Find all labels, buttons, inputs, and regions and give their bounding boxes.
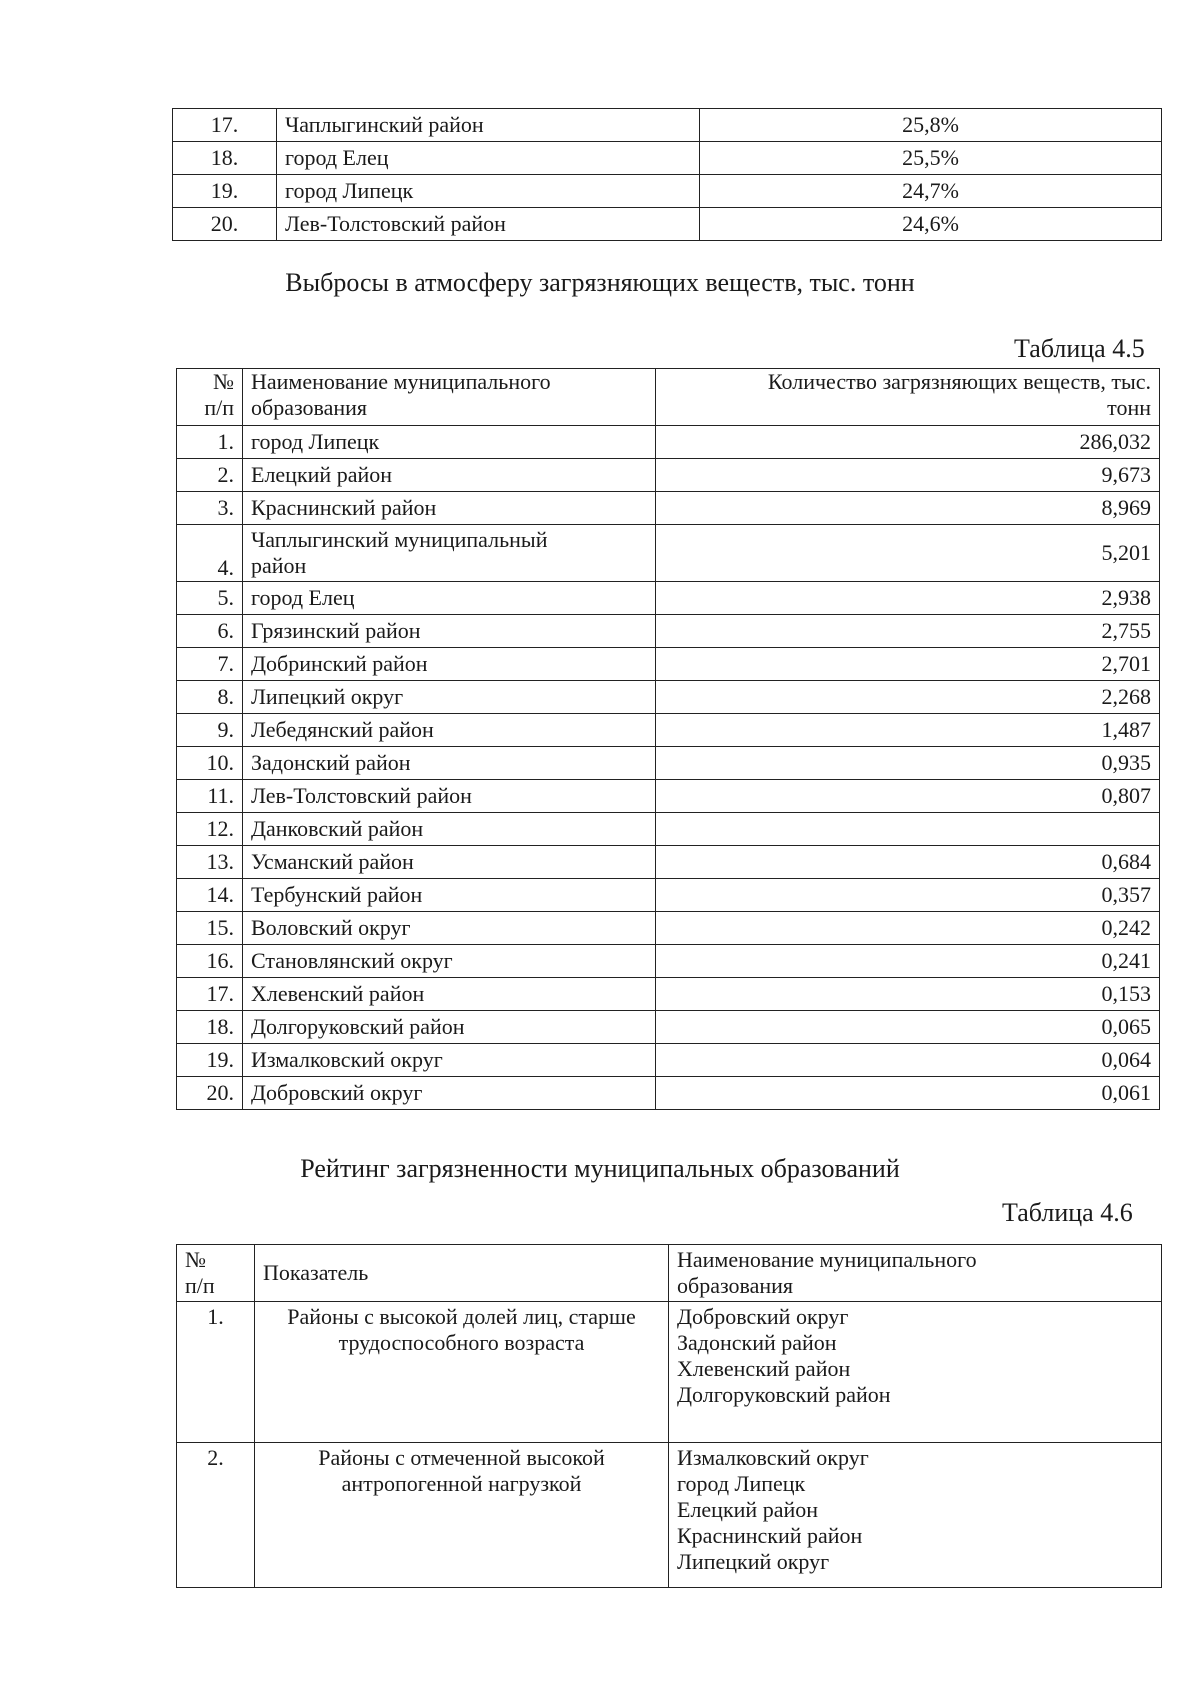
- emission-value: 2,755: [656, 615, 1160, 648]
- list-item: Добровский округ: [677, 1304, 849, 1329]
- municipality-name: Тербунский район: [243, 879, 656, 912]
- row-number: 3.: [177, 492, 243, 525]
- percent-value: 24,7%: [700, 175, 1162, 208]
- row-number: 10.: [177, 747, 243, 780]
- row-number: 13.: [177, 846, 243, 879]
- header-name-line1: Наименование муниципального: [251, 369, 551, 394]
- section-caption-emissions: Выбросы в атмосферу загрязняющих веществ, тыс. тонн: [285, 268, 915, 297]
- municipality-name: Задонский район: [243, 747, 656, 780]
- municipality-name: город Липецк: [243, 426, 656, 459]
- municipality-name: Краснинский район: [243, 492, 656, 525]
- table-row: [177, 813, 1160, 846]
- header-number: [177, 369, 243, 426]
- table-row: [177, 1044, 1160, 1077]
- row-number: 18.: [173, 142, 277, 175]
- section-caption-rating: Рейтинг загрязненности муниципальных образований: [300, 1154, 900, 1183]
- list-item: город Липецк: [677, 1471, 806, 1496]
- table-row: [177, 582, 1160, 615]
- row-number: 15.: [177, 912, 243, 945]
- table-continuation: [172, 108, 1162, 241]
- table-row: [177, 978, 1160, 1011]
- table-row: [177, 681, 1160, 714]
- table-row: [177, 1302, 1162, 1443]
- row-number: 17.: [173, 109, 277, 142]
- header-number-line2: п/п: [185, 1273, 215, 1298]
- table-row: [177, 714, 1160, 747]
- row-number: 19.: [173, 175, 277, 208]
- table-row: [173, 175, 1162, 208]
- percent-value: 24,6%: [700, 208, 1162, 241]
- indicator: [255, 1302, 669, 1443]
- table-row: [177, 846, 1160, 879]
- emission-value: 2,268: [656, 681, 1160, 714]
- municipality-name: Лев-Толстовский район: [277, 208, 700, 241]
- header-number: [177, 1245, 255, 1302]
- table-header: [177, 369, 1160, 426]
- percent-value: 25,8%: [700, 109, 1162, 142]
- indicator-line1: Районы с отмеченной высокой: [318, 1445, 605, 1470]
- indicator: [255, 1443, 669, 1588]
- emission-value: 8,969: [656, 492, 1160, 525]
- emission-value: 0,065: [656, 1011, 1160, 1044]
- municipality-name: Лебедянский район: [243, 714, 656, 747]
- emission-value: 0,357: [656, 879, 1160, 912]
- row-number: 6.: [177, 615, 243, 648]
- list-item: Краснинский район: [677, 1523, 863, 1548]
- table-row: [177, 615, 1160, 648]
- municipality-name: Лев-Толстовский район: [243, 780, 656, 813]
- row-number: 11.: [177, 780, 243, 813]
- header-value-line2: тонн: [1107, 395, 1151, 420]
- table-row: [177, 525, 1160, 582]
- municipality-list: [669, 1302, 1162, 1443]
- municipality-list: [669, 1443, 1162, 1588]
- emission-value: 0,153: [656, 978, 1160, 1011]
- table-row: [173, 208, 1162, 241]
- row-number: 9.: [177, 714, 243, 747]
- emission-value: 0,935: [656, 747, 1160, 780]
- indicator-line2: антропогенной нагрузкой: [341, 1471, 582, 1496]
- header-value-line1: Количество загрязняющих веществ, тыс.: [767, 369, 1151, 394]
- table-row: [177, 879, 1160, 912]
- municipality-name: [243, 525, 656, 582]
- table-emissions: [176, 368, 1160, 1110]
- municipality-name: Долгоруковский район: [243, 1011, 656, 1044]
- emission-value: 0,684: [656, 846, 1160, 879]
- header-name-line2: образования: [251, 395, 368, 420]
- header-number-line2: п/п: [204, 395, 234, 420]
- emission-value: 9,673: [656, 459, 1160, 492]
- row-number: 14.: [177, 879, 243, 912]
- municipality-name: город Елец: [243, 582, 656, 615]
- row-number: 18.: [177, 1011, 243, 1044]
- table-row: [173, 142, 1162, 175]
- table-row: [177, 912, 1160, 945]
- emission-value: 0,807: [656, 780, 1160, 813]
- municipality-name: город Елец: [277, 142, 700, 175]
- table-row: [177, 492, 1160, 525]
- table-row: [177, 945, 1160, 978]
- row-number: 1.: [177, 426, 243, 459]
- header-name-line1: Наименование муниципального: [677, 1247, 977, 1272]
- row-number: 16.: [177, 945, 243, 978]
- emission-value: 286,032: [656, 426, 1160, 459]
- table-row: [177, 1443, 1162, 1588]
- list-item: Измалковский округ: [677, 1445, 869, 1470]
- list-item: Хлевенский район: [677, 1356, 851, 1381]
- municipality-name: Чаплыгинский район: [277, 109, 700, 142]
- list-item: Задонский район: [677, 1330, 837, 1355]
- header-name: [669, 1245, 1162, 1302]
- municipality-name: Измалковский округ: [243, 1044, 656, 1077]
- table-row: [173, 109, 1162, 142]
- table-row: [177, 426, 1160, 459]
- row-number: 5.: [177, 582, 243, 615]
- header-name: [243, 369, 656, 426]
- row-number: 1.: [177, 1302, 255, 1443]
- indicator-line2: трудоспособного возраста: [338, 1330, 585, 1355]
- municipality-name: Становлянский округ: [243, 945, 656, 978]
- municipality-name-line1: Чаплыгинский муниципальный: [251, 527, 548, 552]
- row-number: 4.: [177, 525, 243, 582]
- emission-value: 2,701: [656, 648, 1160, 681]
- emission-value: 0,242: [656, 912, 1160, 945]
- municipality-name: город Липецк: [277, 175, 700, 208]
- list-item: Елецкий район: [677, 1497, 819, 1522]
- header-value: [656, 369, 1160, 426]
- list-item: Долгоруковский район: [677, 1382, 891, 1407]
- list-item: Липецкий округ: [677, 1549, 830, 1574]
- table-rating: [176, 1244, 1162, 1588]
- row-number: 12.: [177, 813, 243, 846]
- table-label-4-6: Таблица 4.6: [1002, 1198, 1133, 1227]
- municipality-name: Данковский район: [243, 813, 656, 846]
- percent-value: 25,5%: [700, 142, 1162, 175]
- municipality-name-line2: район: [251, 553, 307, 578]
- row-number: 17.: [177, 978, 243, 1011]
- emission-value: 0,064: [656, 1044, 1160, 1077]
- table-row: [177, 648, 1160, 681]
- table-row: [177, 1077, 1160, 1110]
- header-name-line2: образования: [677, 1273, 794, 1298]
- municipality-name: Добровский округ: [243, 1077, 656, 1110]
- municipality-name: Липецкий округ: [243, 681, 656, 714]
- municipality-name: Елецкий район: [243, 459, 656, 492]
- table-row: [177, 780, 1160, 813]
- emission-value: 1,487: [656, 714, 1160, 747]
- row-number: 2.: [177, 459, 243, 492]
- municipality-name: Усманский район: [243, 846, 656, 879]
- emission-value: 0,061: [656, 1077, 1160, 1110]
- table-row: [177, 1011, 1160, 1044]
- row-number: 20.: [177, 1077, 243, 1110]
- row-number: 2.: [177, 1443, 255, 1588]
- row-number: 20.: [173, 208, 277, 241]
- table-row: [177, 459, 1160, 492]
- municipality-name: Добринский район: [243, 648, 656, 681]
- municipality-name: Грязинский район: [243, 615, 656, 648]
- municipality-name: Воловский округ: [243, 912, 656, 945]
- header-number-line1: №: [185, 1247, 206, 1272]
- row-number: 7.: [177, 648, 243, 681]
- table-label-4-5: Таблица 4.5: [1014, 334, 1145, 363]
- table-row: [177, 747, 1160, 780]
- row-number: 19.: [177, 1044, 243, 1077]
- municipality-name: Хлевенский район: [243, 978, 656, 1011]
- emission-value: [656, 813, 1160, 846]
- header-number-line1: №: [213, 369, 234, 394]
- indicator-line1: Районы с высокой долей лиц, старше: [287, 1304, 636, 1329]
- emission-value: 5,201: [656, 525, 1160, 582]
- table-header: [177, 1245, 1162, 1302]
- emission-value: 0,241: [656, 945, 1160, 978]
- emission-value: 2,938: [656, 582, 1160, 615]
- header-indicator: Показатель: [255, 1245, 669, 1302]
- row-number: 8.: [177, 681, 243, 714]
